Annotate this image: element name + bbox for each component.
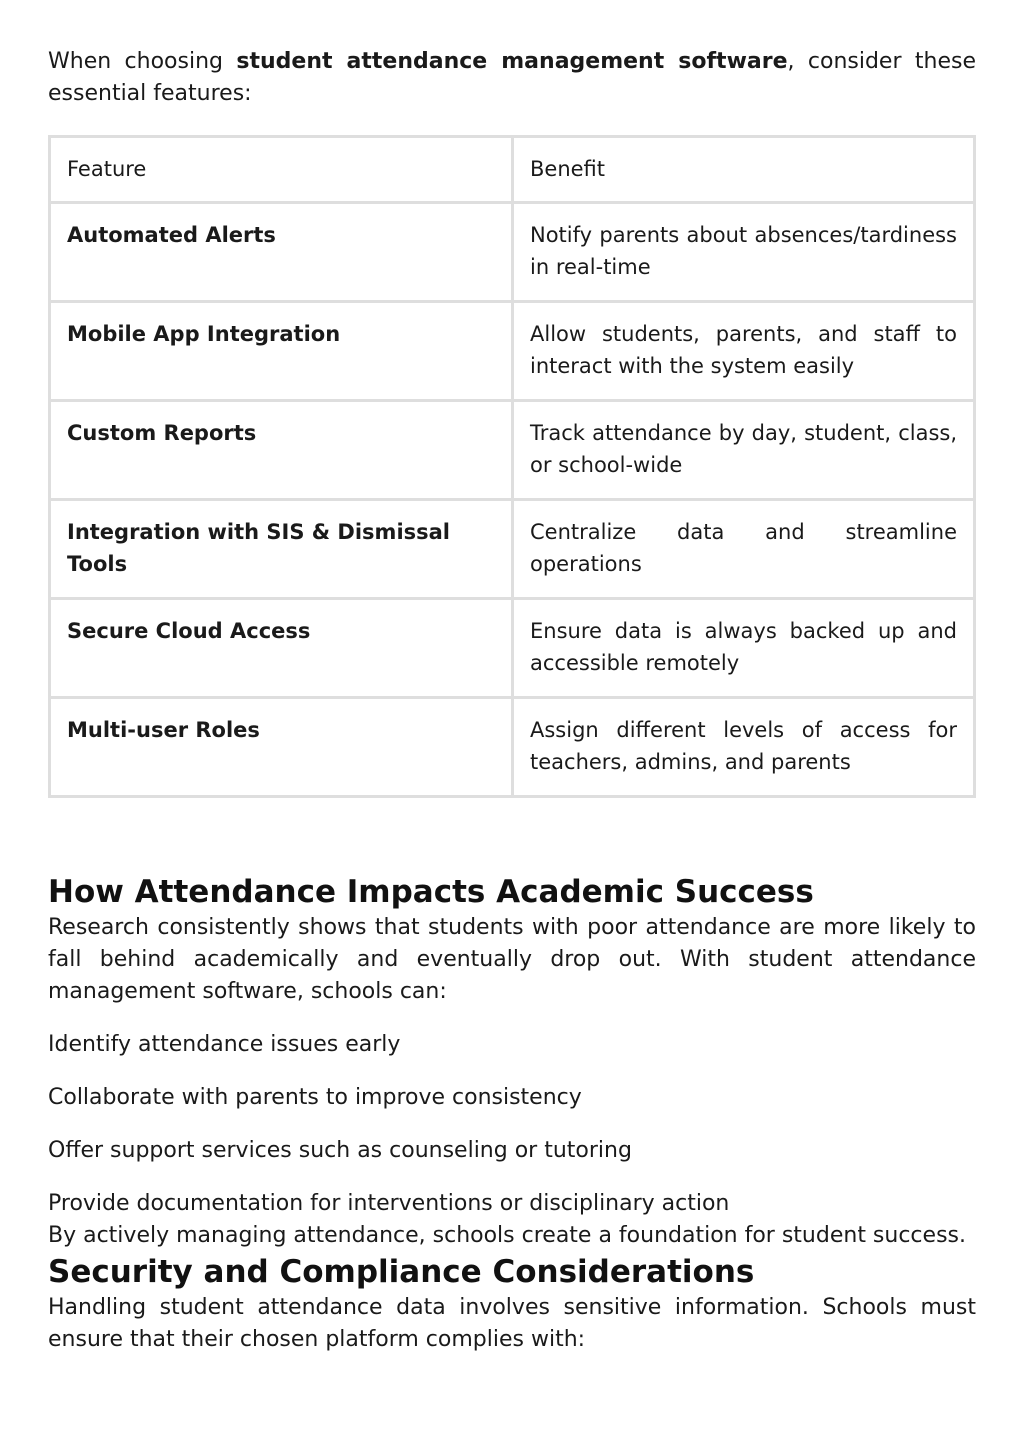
feature-cell: Mobile App Integration	[50, 302, 513, 401]
benefit-cell: Allow students, parents, and staff to interact with the system easily	[513, 302, 975, 401]
intro-text-before: When choosing	[48, 49, 237, 74]
list-item: Provide documentation for interventions or disciplinary action	[48, 1191, 730, 1216]
impacts-heading: How Attendance Impacts Academic Success	[48, 874, 814, 910]
impacts-closing: By actively managing attendance, schools create a foundation for student success.	[48, 1223, 966, 1248]
feature-cell: Integration with SIS & Dismissal Tools	[50, 500, 513, 599]
header-feature: Feature	[50, 137, 513, 203]
features-table	[48, 135, 976, 798]
list-item: Offer support services such as counseling or tutoring	[48, 1138, 632, 1163]
security-paragraph: Handling student attendance data involves sensitive information. Schools must ensure that their chosen platform complies with:	[48, 1295, 976, 1352]
feature-cell: Multi-user Roles	[50, 698, 513, 797]
table-row	[50, 203, 975, 302]
security-heading: Security and Compliance Considerations	[48, 1254, 755, 1290]
document-page	[48, 0, 976, 1356]
header-benefit: Benefit	[513, 137, 975, 203]
impacts-paragraph: Research consistently shows that students with poor attendance are more likely to fall behind academically and eventually drop out. With student attendance management software, schools can:	[48, 915, 976, 1004]
feature-cell: Custom Reports	[50, 401, 513, 500]
benefit-cell: Ensure data is always backed up and accessible remotely	[513, 599, 975, 698]
table-header-row	[50, 137, 975, 203]
table-row	[50, 599, 975, 698]
table-row	[50, 302, 975, 401]
feature-cell: Automated Alerts	[50, 203, 513, 302]
benefit-cell: Centralize data and streamline operations	[513, 500, 975, 599]
feature-cell: Secure Cloud Access	[50, 599, 513, 698]
list-item: Collaborate with parents to improve consistency	[48, 1085, 582, 1110]
benefit-cell: Track attendance by day, student, class, or school-wide	[513, 401, 975, 500]
list-item: Identify attendance issues early	[48, 1032, 401, 1057]
benefit-cell: Notify parents about absences/tardiness in real-time	[513, 203, 975, 302]
table-row	[50, 401, 975, 500]
intro-paragraph	[48, 0, 976, 110]
benefit-cell: Assign different levels of access for teachers, admins, and parents	[513, 698, 975, 797]
intro-bold-keyword: student attendance management software	[236, 49, 788, 74]
table-row	[50, 698, 975, 797]
intro-text-after: , consider these essential features:	[48, 49, 976, 106]
table-row	[50, 500, 975, 599]
impacts-list	[48, 1029, 976, 1220]
